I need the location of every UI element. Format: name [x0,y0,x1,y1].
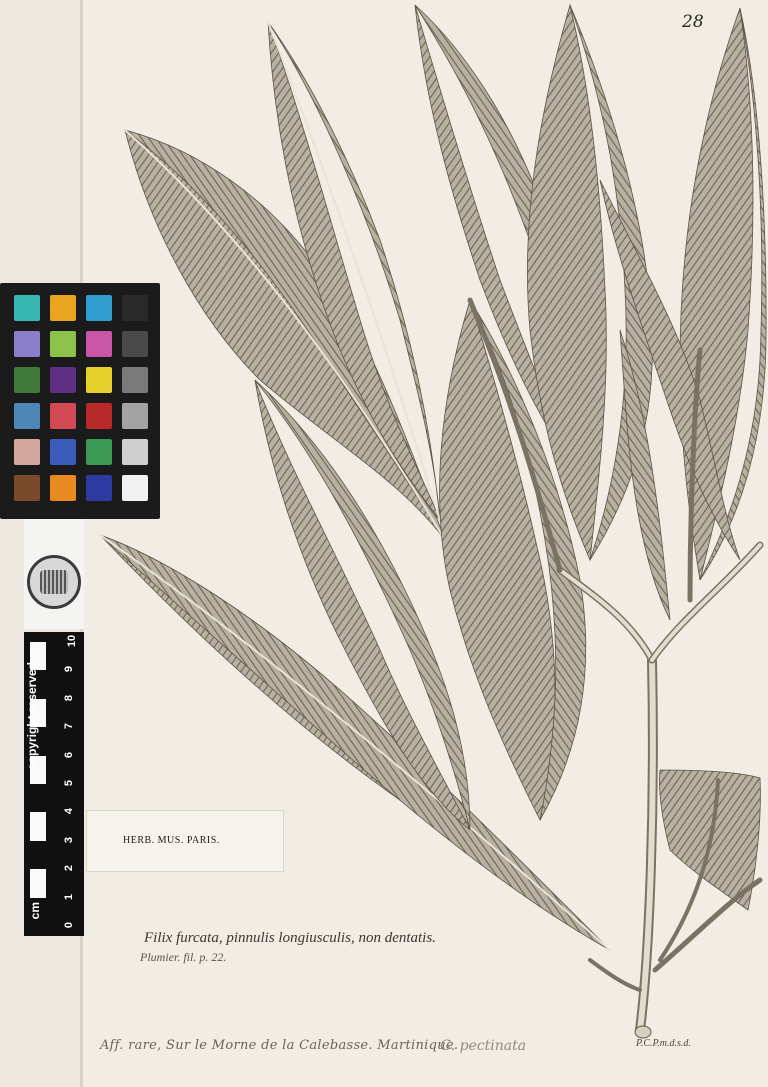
color-swatch [122,403,148,429]
color-swatch [14,439,40,465]
scale-number: 2 [63,865,76,872]
scale-segment [30,784,46,812]
color-swatch [50,295,76,321]
scale-number: 1 [63,893,76,900]
sheet-number: 28 [682,12,704,32]
engraver-mark: P.C.P.m.d.s.d. [636,1038,691,1049]
color-swatch [86,367,112,393]
museum-seal-icon [27,555,81,609]
color-swatch [86,439,112,465]
species-caption: Filix furcata, pinnulis longiusculis, non dentatis. [144,930,436,946]
scale-number: 10 [66,634,79,648]
scale-number: 5 [63,779,76,787]
color-swatch [122,331,148,357]
color-swatch [50,475,76,501]
herbarium-label [86,810,284,872]
scale-number: 9 [63,666,76,673]
color-swatch [50,331,76,357]
color-swatch [50,439,76,465]
scale-segment [30,841,46,869]
color-calibration-chart [0,283,160,519]
scale-unit: cm [28,902,42,920]
color-swatch [122,439,148,465]
species-reference: Plumier. fil. p. 22. [140,950,227,964]
color-swatch [14,367,40,393]
color-swatch [14,403,40,429]
color-swatch [86,403,112,429]
handwritten-determination: G. pectinata [440,1038,527,1054]
color-swatch [122,295,148,321]
scale-number: 7 [63,723,76,730]
color-swatch [122,367,148,393]
scale-copyright-text: copyright reserved [25,662,39,771]
color-swatch [14,475,40,501]
scale-number: 3 [63,836,76,843]
color-swatch [86,295,112,321]
handwritten-locality: Aff. rare, Sur le Morne de la Calebasse. Martinique. [100,1038,459,1053]
color-swatch [86,331,112,357]
color-swatch [50,367,76,393]
scale-number: 8 [63,694,76,701]
herbarium-label-text: HERB. MUS. PARIS. [123,835,220,846]
color-swatch [86,475,112,501]
scale-number: 6 [63,751,76,758]
color-swatch [14,295,40,321]
color-swatch [122,475,148,501]
scale-number: 0 [63,921,76,929]
color-swatch [14,331,40,357]
scale-number: 4 [63,808,76,815]
color-swatch [50,403,76,429]
